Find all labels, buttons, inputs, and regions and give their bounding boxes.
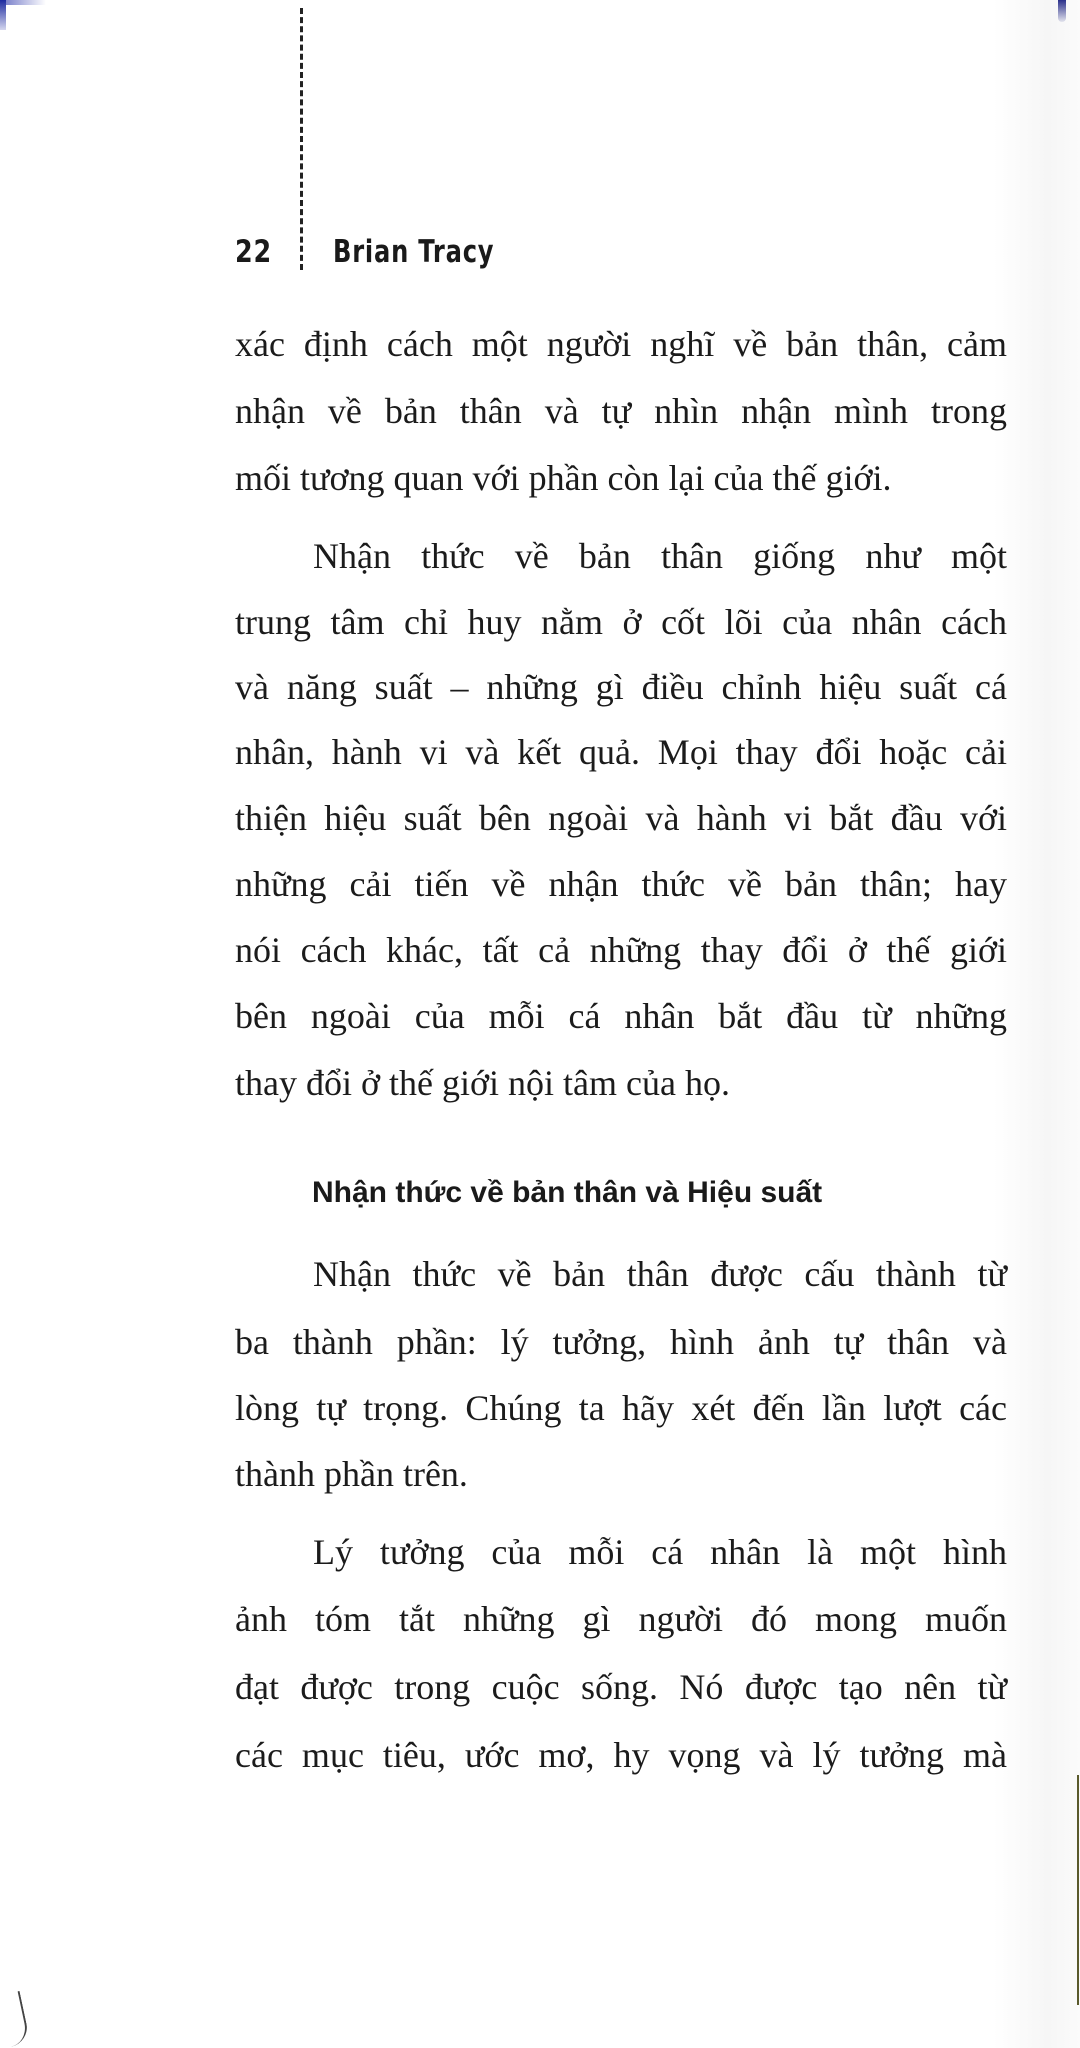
text-line: Nhận thức về bản thân giống như một: [313, 536, 1007, 576]
text-line: nhân, hành vi và kết quả. Mọi thay đổi hoặc cải: [235, 732, 1007, 772]
text-line: lòng tự trọng. Chúng ta hãy xét đến lần lượt các: [235, 1388, 1007, 1428]
section-heading: Nhận thức về bản thân và Hiệu suất: [312, 1176, 823, 1209]
text-line: Nhận thức về bản thân được cấu thành từ: [313, 1254, 1007, 1294]
text-line: những cải tiến về nhận thức về bản thân; hay: [235, 864, 1007, 904]
text-line: thành phần trên.: [235, 1454, 468, 1494]
text-line: ảnh tóm tắt những gì người đó mong muốn: [235, 1599, 1007, 1639]
text-line: mối tương quan với phần còn lại của thế giới.: [235, 458, 892, 498]
text-line: ba thành phần: lý tưởng, hình ảnh tự thân và: [235, 1322, 1007, 1362]
text-line: Lý tưởng của mỗi cá nhân là một hình: [313, 1532, 1007, 1572]
page-number: 22: [235, 234, 273, 270]
text-line: trung tâm chỉ huy nằm ở cốt lõi của nhân cách: [235, 602, 1007, 642]
author-name: Brian Tracy: [333, 234, 495, 270]
running-head: [0, 0, 1080, 280]
dashed-divider: [300, 8, 303, 270]
text-line: các mục tiêu, ước mơ, hy vọng và lý tưởng mà: [235, 1735, 1007, 1775]
text-line: xác định cách một người nghĩ về bản thân, cảm: [235, 324, 1007, 364]
page-curl-edge: [0, 1991, 31, 2047]
text-line: nhận về bản thân và tự nhìn nhận mình trong: [235, 391, 1007, 431]
text-line: và năng suất – những gì điều chỉnh hiệu suất cá: [235, 667, 1007, 707]
text-line: đạt được trong cuộc sống. Nó được tạo nên từ: [235, 1667, 1007, 1707]
text-line: thiện hiệu suất bên ngoài và hành vi bắt đầu với: [235, 798, 1007, 838]
text-line: bên ngoài của mỗi cá nhân bắt đầu từ những: [235, 996, 1007, 1036]
page-edge-shadow: [1077, 1775, 1079, 2005]
text-line: nói cách khác, tất cả những thay đổi ở thế giới: [235, 930, 1007, 970]
text-line: thay đổi ở thế giới nội tâm của họ.: [235, 1063, 730, 1103]
